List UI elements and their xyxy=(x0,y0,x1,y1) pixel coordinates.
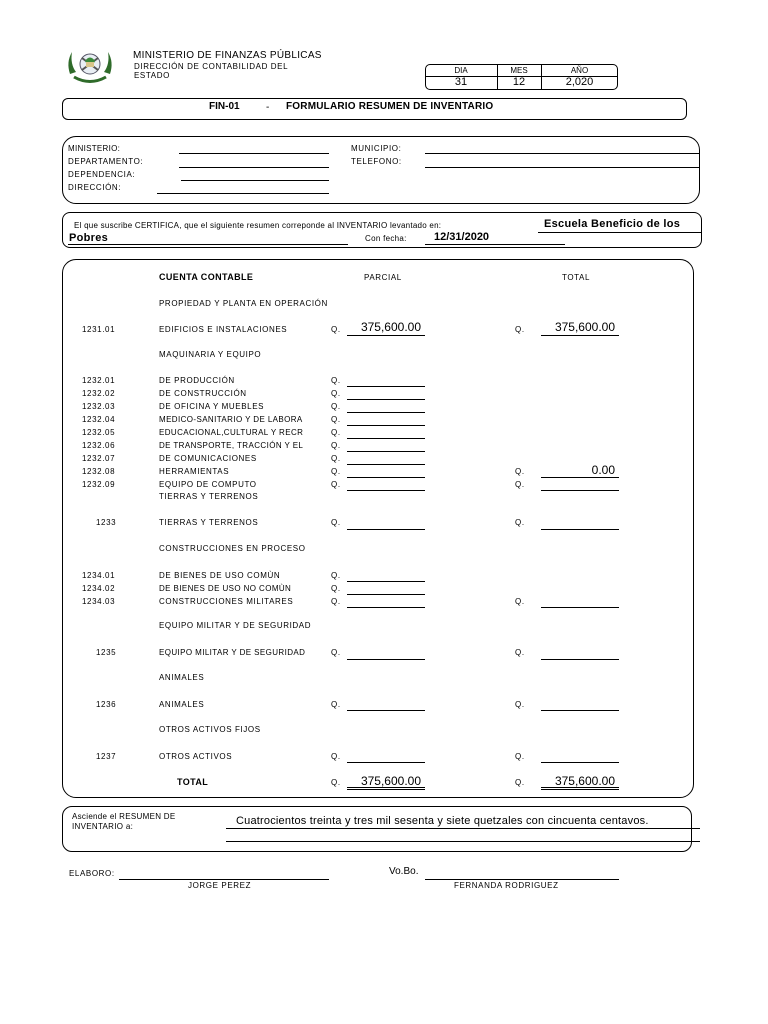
grand-total-label: TOTAL xyxy=(177,777,209,787)
total-underline xyxy=(541,335,619,336)
account-name: EQUIPO MILITAR Y DE SEGURIDAD xyxy=(159,648,306,657)
amount-underline-1 xyxy=(226,828,700,829)
dependencia-field[interactable] xyxy=(181,180,329,181)
partial-field[interactable] xyxy=(347,438,425,439)
guatemala-coat-of-arms-icon xyxy=(64,44,116,84)
municipio-label: MUNICIPIO: xyxy=(351,144,402,153)
currency-partial: Q. xyxy=(331,778,341,787)
section-heading: MAQUINARIA Y EQUIPO xyxy=(159,350,262,359)
account-name: DE OFICINA Y MUEBLES xyxy=(159,402,265,411)
currency-total: Q. xyxy=(515,700,525,709)
certify-place-underline-2 xyxy=(68,244,348,245)
account-code: 1233 xyxy=(96,518,117,527)
currency-partial: Q. xyxy=(331,454,341,463)
day-value[interactable]: 31 xyxy=(454,76,468,88)
partial-field[interactable] xyxy=(347,581,425,582)
amount-label-line-1: Asciende el RESUMEN DE xyxy=(72,812,176,821)
currency-partial: Q. xyxy=(331,441,341,450)
account-name: ANIMALES xyxy=(159,700,205,709)
account-code: 1236 xyxy=(96,700,117,709)
partial-field[interactable] xyxy=(347,594,425,595)
account-name: DE BIENES DE USO COMÙN xyxy=(159,571,281,580)
elaboro-name: JORGE PEREZ xyxy=(188,881,252,890)
partial-field[interactable] xyxy=(347,412,425,413)
currency-partial: Q. xyxy=(331,752,341,761)
total-underline xyxy=(541,477,619,478)
currency-total: Q. xyxy=(515,597,525,606)
account-name: OTROS ACTIVOS xyxy=(159,752,233,761)
total-field[interactable] xyxy=(541,607,619,608)
account-code: 1234.03 xyxy=(82,597,116,606)
currency-partial: Q. xyxy=(331,584,341,593)
form-code: FIN-01 xyxy=(209,101,240,112)
partial-field[interactable] xyxy=(347,425,425,426)
telefono-label: TELEFONO: xyxy=(351,157,402,166)
telefono-field[interactable] xyxy=(425,167,699,168)
partial-field[interactable] xyxy=(347,607,425,608)
total-field[interactable] xyxy=(541,710,619,711)
currency-partial: Q. xyxy=(331,428,341,437)
currency-partial: Q. xyxy=(331,571,341,580)
account-name: EDIFICIOS E INSTALACIONES xyxy=(159,325,288,334)
total-field[interactable] xyxy=(541,490,619,491)
currency-partial: Q. xyxy=(331,467,341,476)
section-heading: OTROS ACTIVOS FIJOS xyxy=(159,725,261,734)
partial-field[interactable] xyxy=(347,399,425,400)
account-code: 1232.08 xyxy=(82,467,116,476)
account-name: TIERRAS Y TERRENOS xyxy=(159,492,259,501)
account-code: 1234.01 xyxy=(82,571,116,580)
account-name: DE PRODUCCIÓN xyxy=(159,376,235,385)
month-value[interactable]: 12 xyxy=(512,76,526,88)
departamento-field[interactable] xyxy=(179,167,329,168)
account-code: 1232.05 xyxy=(82,428,116,437)
currency-total: Q. xyxy=(515,778,525,787)
direccion-field[interactable] xyxy=(157,193,329,194)
partial-field[interactable] xyxy=(347,464,425,465)
account-code: 1231.01 xyxy=(82,325,116,334)
currency-partial: Q. xyxy=(331,402,341,411)
currency-partial: Q. xyxy=(331,325,341,334)
section-heading: ANIMALES xyxy=(159,673,205,682)
certify-date-underline xyxy=(425,244,565,245)
certify-place-underline xyxy=(538,232,702,233)
account-code: 1232.01 xyxy=(82,376,116,385)
certify-place-line-1[interactable]: Escuela Beneficio de los xyxy=(544,218,681,230)
currency-partial: Q. xyxy=(331,376,341,385)
col-header-total: TOTAL xyxy=(562,273,591,282)
amount-label-line-2: INVENTARIO a: xyxy=(72,822,134,831)
currency-total: Q. xyxy=(515,648,525,657)
currency-partial: Q. xyxy=(331,648,341,657)
dependencia-label: DEPENDENCIA: xyxy=(68,170,136,179)
account-code: 1232.09 xyxy=(82,480,116,489)
col-header-partial: PARCIAL xyxy=(364,273,402,282)
currency-partial: Q. xyxy=(331,480,341,489)
currency-partial: Q. xyxy=(331,415,341,424)
account-name: DE COMUNICACIONES xyxy=(159,454,257,463)
currency-total: Q. xyxy=(515,480,525,489)
partial-underline xyxy=(347,335,425,336)
year-value[interactable]: 2,020 xyxy=(565,76,594,88)
currency-partial: Q. xyxy=(331,700,341,709)
account-code: 1234.02 xyxy=(82,584,116,593)
form-title-dash: - xyxy=(266,102,270,113)
total-value[interactable]: 375,600.00 xyxy=(554,320,615,334)
year-label: AÑO xyxy=(570,66,589,75)
account-name: MEDICO-SANITARIO Y DE LABORA xyxy=(159,415,303,424)
account-code: 1235 xyxy=(96,648,117,657)
certify-text: El que suscribe CERTIFICA, que el siguiente resumen correponde al INVENTARIO levantado en: xyxy=(74,221,442,230)
form-title: FORMULARIO RESUMEN DE INVENTARIO xyxy=(286,101,494,112)
partial-field[interactable] xyxy=(347,659,425,660)
section-heading: CONSTRUCCIONES EN PROCESO xyxy=(159,544,306,553)
partial-field[interactable] xyxy=(347,529,425,530)
elaboro-signature-line[interactable] xyxy=(119,879,329,880)
ministry-name: MINISTERIO DE FINANZAS PÚBLICAS xyxy=(133,50,322,61)
total-field[interactable] xyxy=(541,529,619,530)
partial-field[interactable] xyxy=(347,490,425,491)
grand-total-partial[interactable]: 375,600.00 xyxy=(360,774,421,788)
account-code: 1232.02 xyxy=(82,389,116,398)
amount-underline-2 xyxy=(226,841,700,842)
currency-total: Q. xyxy=(515,467,525,476)
municipio-field[interactable] xyxy=(425,153,699,154)
col-header-account: CUENTA CONTABLE xyxy=(159,272,254,282)
account-code: 1232.07 xyxy=(82,454,116,463)
elaboro-label: ELABORO: xyxy=(69,869,115,878)
currency-total: Q. xyxy=(515,325,525,334)
account-name: EDUCACIONAL,CULTURAL Y RECR xyxy=(159,428,304,437)
partial-field[interactable] xyxy=(347,710,425,711)
account-name: HERRAMIENTAS xyxy=(159,467,230,476)
certify-place-line-2[interactable]: Pobres xyxy=(69,232,109,244)
total-field[interactable] xyxy=(541,762,619,763)
partial-field[interactable] xyxy=(347,477,425,478)
section-heading: PROPIEDAD Y PLANTA EN OPERACIÓN xyxy=(159,299,328,308)
total-value[interactable]: 0.00 xyxy=(591,463,615,477)
direccion-label: DIRECCIÓN: xyxy=(68,183,122,192)
amount-in-words[interactable]: Cuatrocientos treinta y tres mil sesenta y siete quetzales con cincuenta centavos. xyxy=(236,815,649,827)
currency-partial: Q. xyxy=(331,518,341,527)
grand-total-total[interactable]: 375,600.00 xyxy=(554,774,615,788)
partial-field[interactable] xyxy=(347,762,425,763)
month-label: MES xyxy=(510,66,528,75)
certify-date-label: Con fecha: xyxy=(365,234,407,243)
state-name: ESTADO xyxy=(134,71,170,80)
account-name: TIERRAS Y TERRENOS xyxy=(159,518,259,527)
grand-total-total-underline xyxy=(541,787,619,790)
partial-value[interactable]: 375,600.00 xyxy=(360,320,421,334)
direction-name: DIRECCIÓN DE CONTABILIDAD DEL xyxy=(134,62,289,71)
ministerio-label: MINISTERIO: xyxy=(68,144,121,153)
account-code: 1232.04 xyxy=(82,415,116,424)
certify-date-value[interactable]: 12/31/2020 xyxy=(434,231,490,243)
day-label: DIA xyxy=(454,66,468,75)
account-code: 1232.06 xyxy=(82,441,116,450)
account-name: CONSTRUCCIONES MILITARES xyxy=(159,597,294,606)
vobo-name: FERNANDA RODRIGUEZ xyxy=(454,881,559,890)
partial-field[interactable] xyxy=(347,451,425,452)
currency-partial: Q. xyxy=(331,389,341,398)
account-code: 1237 xyxy=(96,752,117,761)
vobo-signature-line[interactable] xyxy=(425,879,619,880)
currency-partial: Q. xyxy=(331,597,341,606)
account-code: 1232.03 xyxy=(82,402,116,411)
account-name: DE TRANSPORTE, TRACCIÓN Y EL xyxy=(159,441,304,450)
account-name: DE CONSTRUCCIÓN xyxy=(159,389,247,398)
partial-field[interactable] xyxy=(347,386,425,387)
account-name: DE BIENES DE USO NO COMÙN xyxy=(159,584,292,593)
section-heading: EQUIPO MILITAR Y DE SEGURIDAD xyxy=(159,621,312,630)
account-name: EQUIPO DE COMPUTO xyxy=(159,480,257,489)
vobo-label: Vo.Bo. xyxy=(389,866,419,877)
currency-total: Q. xyxy=(515,518,525,527)
total-field[interactable] xyxy=(541,659,619,660)
currency-total: Q. xyxy=(515,752,525,761)
grand-total-partial-underline xyxy=(347,787,425,790)
ministerio-field[interactable] xyxy=(179,153,329,154)
departamento-label: DEPARTAMENTO: xyxy=(68,157,144,166)
